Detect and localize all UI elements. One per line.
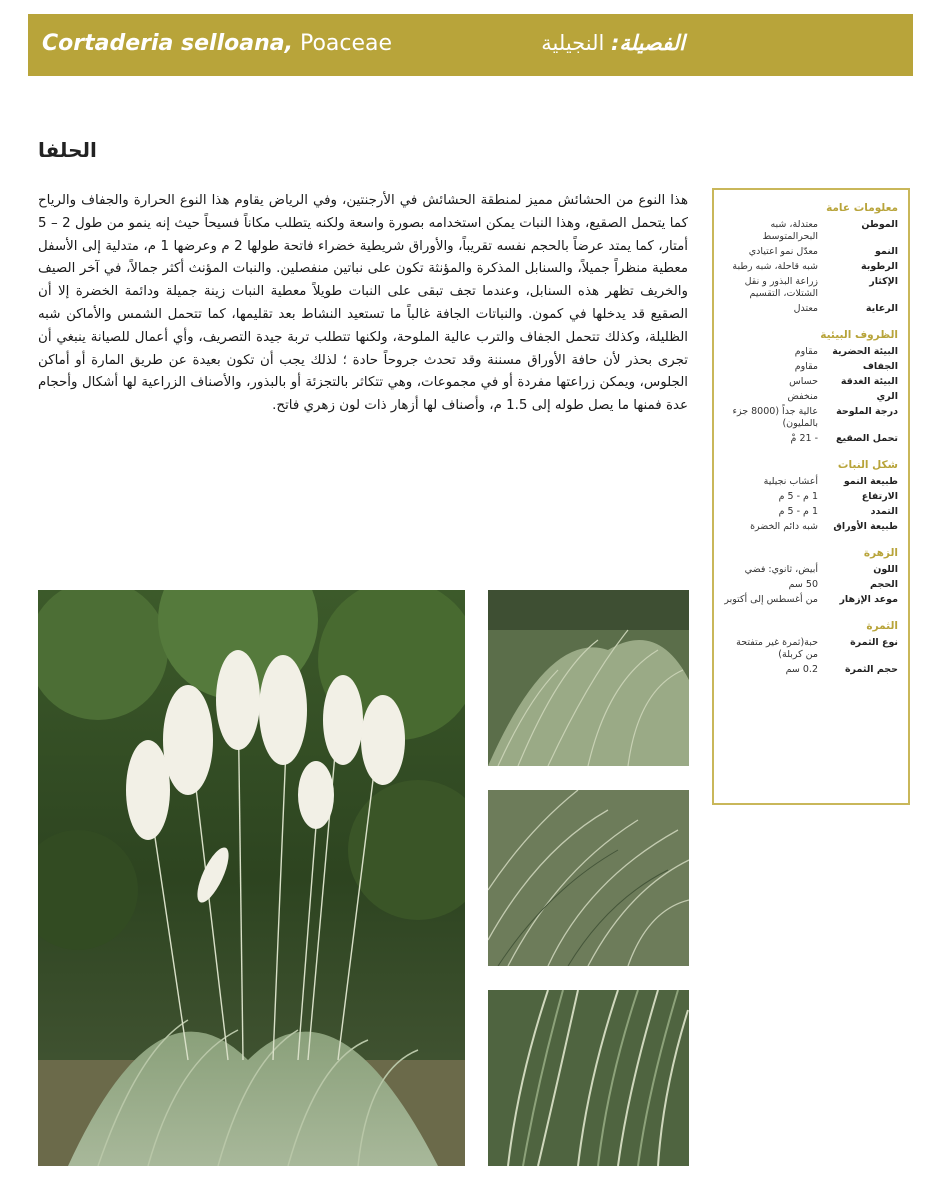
info-row [722,261,898,273]
info-value: من أغسطس إلى أكتوبر [724,594,818,605]
info-row [722,276,898,300]
info-row [722,433,898,445]
info-row [722,346,898,358]
info-value: منخفض [787,391,818,402]
info-row [722,361,898,373]
info-key: النمو [874,246,898,257]
latin-family: Poaceae [292,31,393,56]
info-key: الحجم [870,579,898,590]
info-value: حساس [789,376,818,387]
info-key: الجفاف [862,361,898,372]
info-row [722,579,898,591]
info-value: معتدل [793,303,818,314]
section-title: الزهرة [863,547,898,559]
info-value: أعشاب نجيلية [763,476,818,487]
latin-species: Cortaderia selloana, [42,31,293,56]
info-value: معتدلة، شبه البحرالمتوسط [762,219,818,242]
info-key: التمدد [870,506,898,517]
info-value: شبه قاحلة، شبه رطبة [732,261,818,272]
info-key: البيئة الحضرية [832,346,898,357]
info-value: شبه دائم الخضرة [750,521,818,532]
info-key: تحمل الصقيع [836,433,898,444]
section-title: شكل النبات [837,459,898,471]
info-key: الري [876,391,898,402]
info-value: زراعة البذور و نقل الشتلات، التقسيم [744,276,818,299]
info-key: اللون [873,564,898,575]
info-row [722,491,898,503]
grass-photo-2 [488,790,689,966]
info-row [722,637,898,661]
family-label: الفصيلة: [610,31,685,55]
info-key: الرطوبة [861,261,898,272]
main-plant-photo [38,590,465,1166]
section-general [722,202,898,315]
arabic-family [541,31,685,55]
grass-photo-3 [488,990,689,1166]
info-value: 0.2 سم [785,664,818,675]
info-box [712,188,910,805]
info-row [722,246,898,258]
info-row [722,664,898,676]
section-fruit [722,620,898,676]
info-key: موعد الإزهار [839,594,898,605]
info-key: طبيعة النمو [843,476,898,487]
latin-name [42,31,392,56]
info-value: 1 م - 5 م [778,506,818,517]
section-environment [722,329,898,445]
info-value: أبيض، ثانوي: فضي [744,564,818,575]
section-flower [722,547,898,606]
info-value: مقاوم [794,346,818,357]
grass-photo-1 [488,590,689,766]
info-key: الموطن [861,219,898,230]
info-row [722,506,898,518]
family-value: النجيلية [541,31,611,55]
section-title: الظروف البيئية [820,329,898,341]
info-value: - 21 مْ [790,433,818,444]
page-title: الحلفا [38,138,97,162]
info-value: معدّل نمو اعتيادي [748,246,818,257]
info-row [722,219,898,243]
info-row [722,376,898,388]
info-row [722,564,898,576]
info-row [722,521,898,533]
info-row [722,476,898,488]
section-title: معلومات عامة [826,202,898,214]
section-form [722,459,898,533]
info-row [722,594,898,606]
info-key: الارتفاع [861,491,898,502]
info-value: مقاوم [794,361,818,372]
info-key: نوع الثمرة [850,637,898,648]
info-value: حبة(ثمرة غير متفتحة من كربلة) [736,637,818,660]
info-key: الرعاية [865,303,898,314]
info-key: البيئة الغدقة [840,376,898,387]
header-band [28,14,913,76]
info-row [722,406,898,430]
info-key: طبيعة الأوراق [833,521,898,532]
info-value: عالية جداً (8000 جزء بالمليون) [732,406,818,429]
info-key: حجم الثمرة [844,664,898,675]
info-row [722,303,898,315]
description-text: هذا النوع من الحشائش مميز لمنطقة الحشائش في الأرجنتين، وفي الرياض يقاوم هذا النوع الحرارة والجفاف والرياح كما يتحمل الصقيع، وهذا النبات يمكن استخدامه بصورة واسعة ولكنه يتطلب مكاناً فسيحاً حيث إنه ينمو من طول 2 – 5 أمتار، كما يمتد عرضاً بالحجم نفسه تقريباً، والأوراق شريطية خضراء فاتحة طولها 2 م وعرضها 1 م، متدلية إلى الأسفل معطية منظراً جميلاً، والسنابل المذكرة والمؤنثة تكون على نباتين منفصلين. والنبات المؤنث أكثر جمالاً، في آخر الصيف والخريف تظهر هذه السنابل، وعندما تجف تبقى على النبات طويلاً معطية النبات زينة جميلة ودائمة الخضرة إلا أن الصقيع قد يدخلها في كمون. والنباتات الجافة غالباً ما تستعيد النشاط بعد تقليمها، كما تتحمل الشمس والأماكن شبه الظليلة، وكذلك تتحمل الجفاف والترب عالية الملوحة، ولكنها تتطلب تربة جيدة التصريف، وأي أعمال للصيانة ينبغي أن تجرى بحذر لأن حافة الأوراق مسننة وقد تحدث جروحاً حادة ؛ لذلك يجب أن تكون بعيدة عن طريق المارة أو أماكن الجلوس، ويمكن زراعتها مفردة أو في مجموعات، وهي تتكاثر بالتجزئة أو بالبذور، والأصناف الزراعية لها أشكال وأحجام عدة فمنها ما يصل طوله إلى 1.5 م، وأصناف لها أزهار ذات لون زهري فاتح. [38,193,689,414]
info-value: 1 م - 5 م [778,491,818,502]
info-key: الإكثار [869,276,898,287]
info-key: درجة الملوحة [836,406,898,417]
info-value: 50 سم [788,579,818,590]
section-title: الثمرة [866,620,898,632]
info-row [722,391,898,403]
